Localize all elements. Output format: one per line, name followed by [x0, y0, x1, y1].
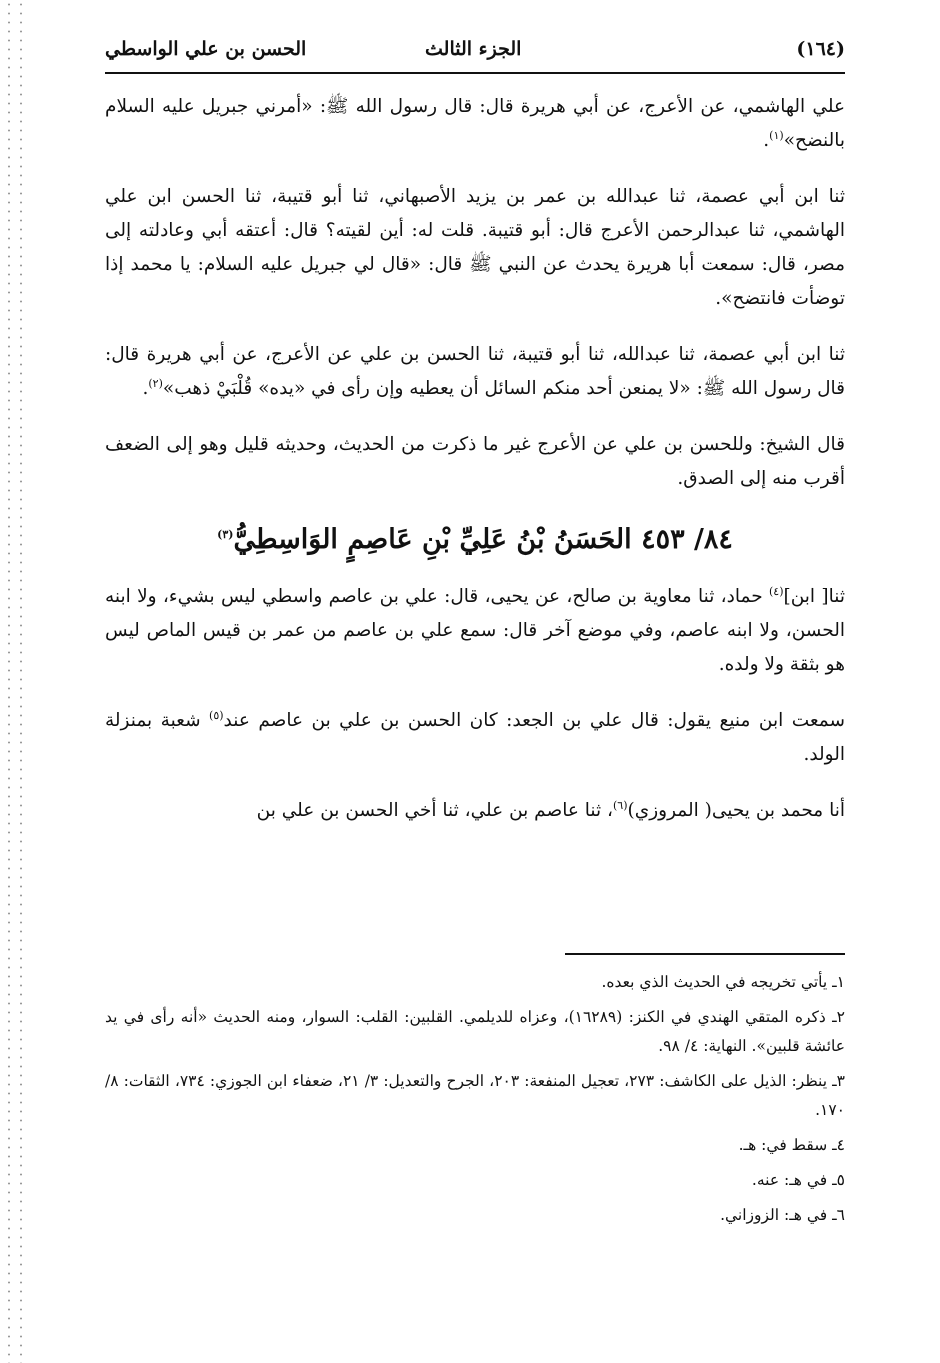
- footnote-4: ٤ـ سقط في: هـ.: [738, 1136, 845, 1154]
- footnote-6: ٦ـ في هـ: الزوزاني.: [720, 1206, 845, 1224]
- paragraph-2: ثنا ابن أبي عصمة، ثنا عبدالله بن عمر بن يزيد الأصبهاني، ثنا أبو قتيبة، ثنا الحسن ابن علي الهاشمي، ثنا عبدالرحمن الأعرج قال: أبو قتيبة. قلت له: أين لقيته؟ قال: أعتقه أبي وعادلته إلى مصر، قال: سمعت أبا هريرة يحدث عن النبي ﷺ قال: «قال لي جبريل عليه السلام: يا محمد إذا توضأت فانتضح».: [105, 186, 845, 309]
- note-ref-6: (٦): [612, 798, 628, 812]
- author-title: الحسن بن علي الواسطي: [105, 38, 307, 60]
- page-number: (١٦٤): [796, 38, 845, 60]
- footnote-2: ٢ـ ذكره المتقي الهندي في الكنز: (١٦٢٨٩)، وعزاه للديلمي. القلبين: القلب: السوار، ومنه الحديث «أنه رأى في يد عائشة قلبين». النهاية: ٤/ ٩٨.: [105, 1008, 845, 1055]
- running-header: [105, 36, 845, 74]
- note-ref-3: (٣): [217, 528, 234, 541]
- note-ref-2: (٢): [148, 376, 163, 390]
- footnote-3: ٣ـ ينظر: الذيل على الكاشف: ٢٧٣، تعجيل المنفعة: ٢٠٣، الجرح والتعديل: ٣/ ٢١، ضعفاء ابن الجوزي: ٧٣٤، الثقات: ٨/ ١٧٠.: [105, 1072, 845, 1119]
- note-ref-1: (١): [769, 128, 784, 142]
- paragraph-3: ثنا ابن أبي عصمة، ثنا عبدالله، ثنا أبو قتيبة، ثنا الحسن بن علي عن الأعرج، عن أبي هريرة قال: قال رسول الله ﷺ: «لا يمنعن أحد منكم السائل أن يعطيه وإن رأى في «يده» قُلْبَيْ ذهب»$^{(٢)}$.: [105, 344, 845, 399]
- paragraph-4: قال الشيخ: وللحسن بن علي عن الأعرج غير ما ذكرت من الحديث، وحديثه قليل وهو إلى الضعف أقرب منه إلى الصدق.: [105, 434, 845, 489]
- part-title: الجزء الثالث: [425, 38, 522, 60]
- main-text: [105, 90, 845, 850]
- paragraph-1: علي الهاشمي، عن الأعرج، عن أبي هريرة قال: قال رسول الله ﷺ: «أمرني جبريل عليه السلام بالنضح»$^{(١)}$.: [105, 96, 845, 151]
- paragraph-5: ثنا[ ابن]$^{(٤)}$ حماد، ثنا معاوية بن صالح، عن يحيى، قال: علي بن عاصم واسطي ليس بشيء، ولا ابنه الحسن، ولا ابنه عاصم، وفي موضع آخر قال: سمع علي بن عاصم من عمر بن قيس الماص ليس هو بثقة ولا ولده.: [105, 584, 845, 675]
- paragraph-6: سمعت ابن منيع يقول: قال علي بن الجعد: كان الحسن بن علي بن عاصم عند$^{(٥)}$ شعبة بمنزلة الولد.: [105, 708, 845, 765]
- footnotes: [105, 968, 845, 1236]
- footnote-1: ١ـ يأتي تخريجه في الحديث الذي بعده.: [601, 973, 845, 991]
- note-ref-4: (٤): [768, 584, 784, 598]
- scan-edge-dots: [8, 0, 10, 1363]
- scan-edge-dots-inner: [20, 0, 22, 1363]
- entry-heading: ٨٤/ ٤٥٣ الحَسَنُ بْنُ عَلِيِّ بْنِ عَاصِمٍ الوَاسِطِيُّ$^{(٣)}$: [217, 524, 733, 555]
- footnote-separator: [565, 953, 845, 955]
- note-ref-5: (٥): [209, 708, 224, 722]
- paragraph-7: أنا محمد بن يحيى( المروزي)$^{(٦)}$، ثنا عاصم بن علي، ثنا أخي الحسن بن علي بن: [256, 798, 845, 821]
- footnote-5: ٥ـ في هـ: عنه.: [751, 1171, 845, 1189]
